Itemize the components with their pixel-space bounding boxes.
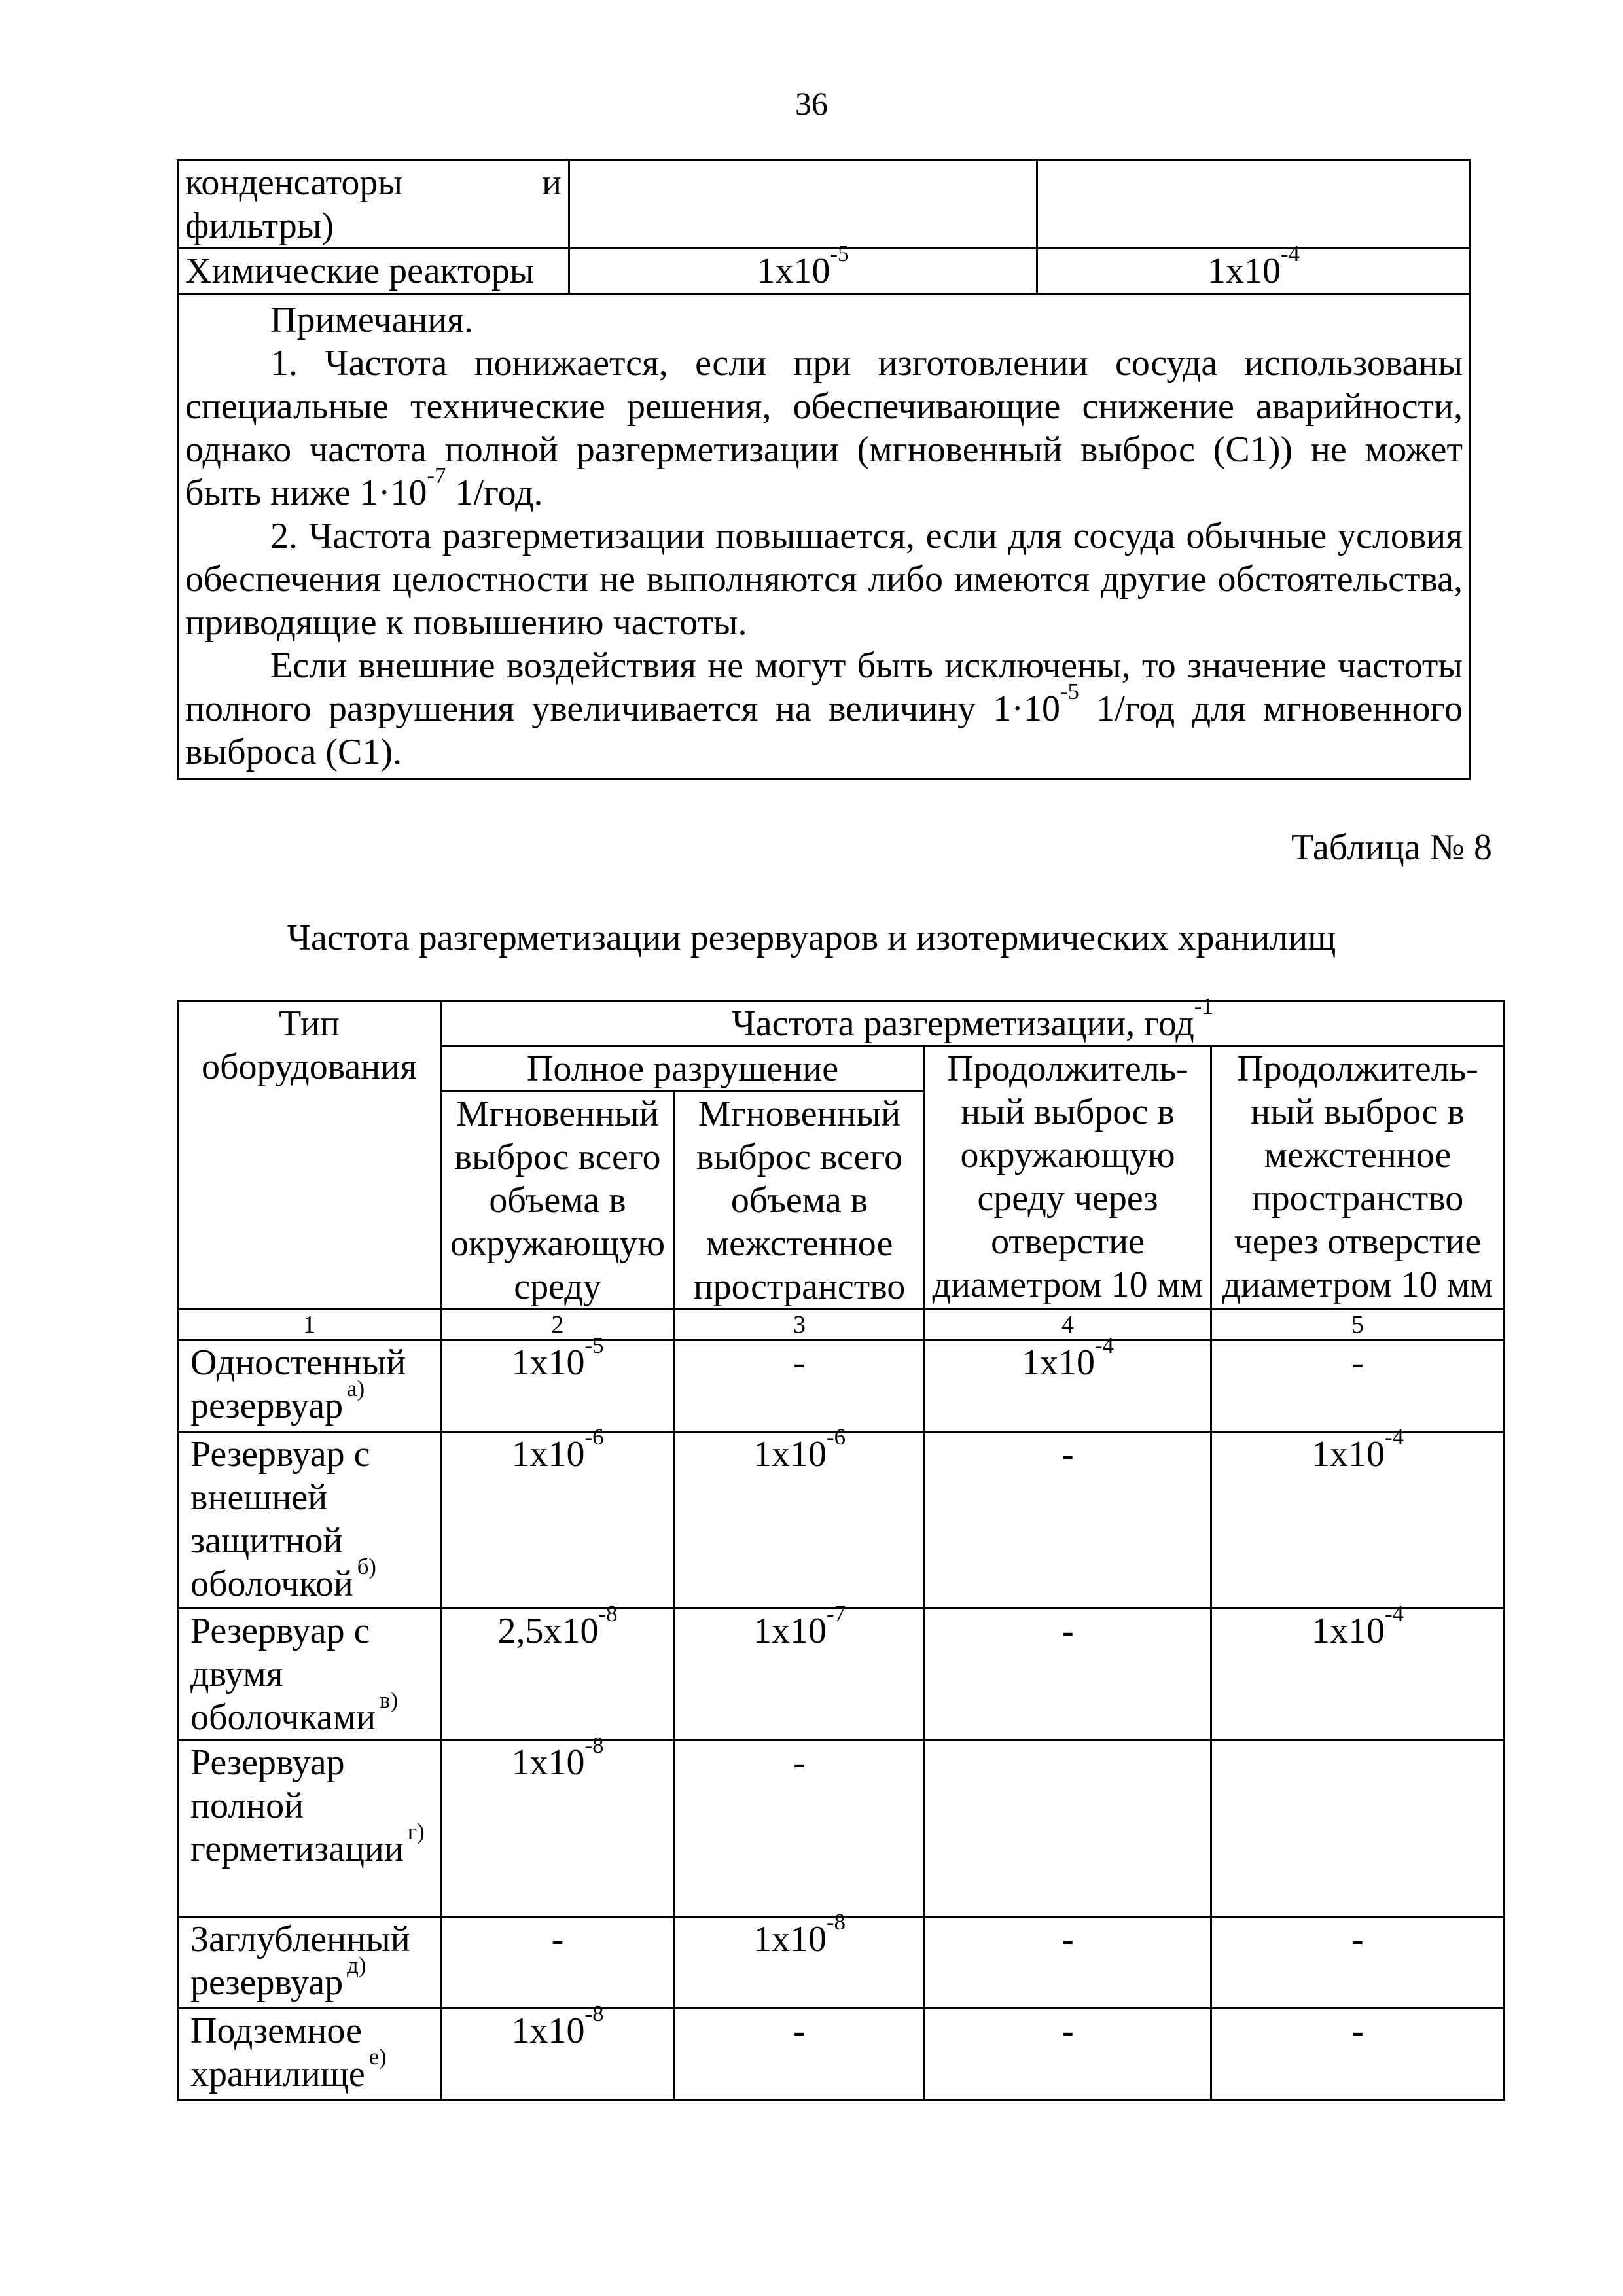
frequency-cell bbox=[1211, 1601, 1505, 1740]
frequency-cell bbox=[1211, 1917, 1505, 2009]
footnote-mark: г) bbox=[407, 1819, 425, 1845]
frequency-cell bbox=[1211, 1424, 1505, 1609]
equipment-type-cell bbox=[178, 1609, 441, 1740]
frequency-value: - bbox=[1061, 1611, 1074, 1651]
header-col4-cell: Продолжитель-ный выброс в окружающую среду через отверстие диаметром 10 мм bbox=[925, 1047, 1211, 1310]
frequency-cell bbox=[675, 1909, 925, 2009]
frequency-value: 1x10 bbox=[1022, 1342, 1096, 1383]
frequency-cell bbox=[675, 1424, 925, 1609]
table-row bbox=[178, 160, 1471, 249]
frequency-value: - bbox=[1351, 1919, 1364, 1960]
header-type-cell: Тип оборудования bbox=[178, 1001, 441, 1310]
frequency-exponent: -6 bbox=[827, 1424, 846, 1450]
frequency-cell bbox=[925, 1609, 1211, 1740]
header-col3-cell: Мгновенный выброс всего объема в межстенное пространство bbox=[675, 1092, 925, 1310]
frequency-value: - bbox=[1061, 1434, 1074, 1475]
equipment-type-name: Резервуар с двумя оболочками bbox=[190, 1611, 376, 1738]
frequency-value: - bbox=[551, 1919, 564, 1960]
note-exponent: -7 bbox=[427, 463, 446, 489]
frequency-exponent: -8 bbox=[598, 1601, 618, 1627]
table-row bbox=[178, 1917, 1505, 2009]
frequency-value: - bbox=[1351, 2011, 1364, 2051]
frequency-exponent: -5 bbox=[830, 241, 849, 267]
frequency-cell bbox=[675, 1740, 925, 1917]
table-row bbox=[178, 249, 1471, 294]
frequency-exponent: -4 bbox=[1385, 1601, 1404, 1627]
header-col2-cell: Мгновенный выброс всего объема в окружающую среду bbox=[441, 1092, 675, 1310]
header-col5-cell: Продолжитель-ный выброс в межстенное пространство через отверстие диаметром 10 мм bbox=[1211, 1047, 1505, 1310]
footnote-mark: д) bbox=[347, 1952, 366, 1979]
tank-frequency-table bbox=[177, 994, 1505, 2101]
table-row bbox=[178, 1432, 1505, 1609]
frequency-value: - bbox=[1351, 1342, 1364, 1383]
table-title: Частота разгерметизации резервуаров и изотермических хранилищ bbox=[287, 918, 1336, 958]
note-1 bbox=[185, 342, 1463, 514]
frequency-exponent: -6 bbox=[584, 1424, 604, 1450]
column-number: 4 bbox=[925, 1310, 1211, 1340]
equipment-type-cell bbox=[178, 1432, 441, 1609]
frequency-cell bbox=[441, 1917, 675, 2009]
frequency-cell bbox=[569, 241, 1037, 294]
frequency-exponent: -5 bbox=[584, 1333, 604, 1359]
frequency-cell bbox=[1211, 1740, 1505, 1917]
header-frequency-exponent: -1 bbox=[1194, 994, 1213, 1020]
frequency-value: - bbox=[793, 1742, 806, 1783]
frequency-cell bbox=[441, 1732, 675, 1917]
page-number: 36 bbox=[795, 85, 828, 122]
frequency-cell bbox=[1037, 160, 1471, 249]
equipment-name-part: и bbox=[542, 162, 562, 203]
frequency-exponent: -7 bbox=[827, 1601, 846, 1627]
frequency-cell bbox=[1211, 1340, 1505, 1432]
equipment-name-part: конденсаторы bbox=[185, 162, 402, 203]
frequency-cell bbox=[441, 1424, 675, 1609]
frequency-exponent: -8 bbox=[827, 1909, 846, 1935]
frequency-cell bbox=[675, 1340, 925, 1432]
frequency-exponent: -4 bbox=[1095, 1333, 1114, 1359]
frequency-exponent: -8 bbox=[584, 1732, 604, 1759]
column-number: 2 bbox=[441, 1310, 675, 1340]
frequency-cell bbox=[925, 2009, 1211, 2100]
notes-cell bbox=[178, 294, 1471, 779]
frequency-exponent: -4 bbox=[1385, 1424, 1404, 1450]
equipment-type-name: Одностенный резервуар bbox=[190, 1342, 406, 1426]
frequency-cell bbox=[925, 1432, 1211, 1609]
table-header-row bbox=[178, 1001, 1505, 1047]
frequency-value: 1x10 bbox=[753, 1434, 827, 1475]
column-number: 1 bbox=[178, 1310, 441, 1340]
frequency-value: 1x10 bbox=[753, 1611, 827, 1651]
note-text: 1/год. bbox=[446, 473, 543, 513]
equipment-type-cell bbox=[178, 1740, 441, 1917]
frequency-value: 1x10 bbox=[511, 2011, 585, 2051]
frequency-value: 2,5x10 bbox=[497, 1611, 599, 1651]
equipment-type-cell bbox=[178, 1340, 441, 1432]
frequency-cell bbox=[675, 2009, 925, 2100]
frequency-cell bbox=[925, 1333, 1211, 1432]
footnote-mark: е) bbox=[368, 2044, 387, 2070]
footnote-mark: а) bbox=[347, 1376, 365, 1402]
header-frequency-cell bbox=[441, 994, 1505, 1047]
equipment-type-cell bbox=[178, 2009, 441, 2100]
frequency-value: 1x10 bbox=[1311, 1434, 1385, 1475]
table-row bbox=[178, 1740, 1505, 1917]
frequency-value: 1x10 bbox=[757, 251, 830, 291]
table-number-label: Таблица № 8 bbox=[1291, 827, 1492, 868]
footnote-mark: б) bbox=[357, 1554, 376, 1580]
frequency-value: - bbox=[1061, 1919, 1074, 1960]
note-text: Если внешние воздействия не могут быть исключены, то значение частоты полного разрушения увеличивается на величину 1·10 bbox=[185, 645, 1463, 729]
equipment-type-name: Подземное хранилище bbox=[190, 2011, 365, 2094]
header-frequency-text: Частота разгерметизации, год bbox=[732, 1003, 1194, 1044]
note-text: 1. Частота понижается, если при изготовлении сосуда использованы специальные технические решения, обеспечивающие снижение аварийности, однако частота полной разгерметизации (мгновенный выброс (С1)) не может быть ниже 1·10 bbox=[185, 343, 1463, 513]
table-row bbox=[178, 1609, 1505, 1740]
frequency-value: 1x10 bbox=[1207, 251, 1281, 291]
frequency-cell bbox=[441, 1333, 675, 1432]
frequency-cell bbox=[1037, 241, 1471, 294]
note-text: 1/год для мгновенного выброса (С1). bbox=[185, 689, 1463, 772]
column-number: 5 bbox=[1211, 1310, 1505, 1340]
table-row bbox=[178, 1340, 1505, 1432]
frequency-cell bbox=[569, 160, 1037, 249]
header-full-destruction-cell: Полное разрушение bbox=[441, 1047, 925, 1092]
frequency-cell bbox=[925, 1740, 1211, 1917]
column-number: 3 bbox=[675, 1310, 925, 1340]
frequency-exponent: -4 bbox=[1281, 241, 1300, 267]
equipment-type-name: Заглубленный резервуар bbox=[190, 1919, 410, 2003]
note-2: 2. Частота разгерметизации повышается, если для сосуда обычные условия обеспечения целостности не выполняются либо имеются другие обстоятельства, приводящие к повышению частоты. bbox=[185, 516, 1463, 643]
equipment-name-cell bbox=[178, 160, 569, 249]
equipment-type-name: Резервуар полной герметизации bbox=[190, 1742, 404, 1869]
frequency-exponent: -8 bbox=[584, 2001, 604, 2027]
frequency-value: 1x10 bbox=[511, 1742, 585, 1783]
notes-row bbox=[178, 294, 1471, 779]
frequency-value: 1x10 bbox=[511, 1434, 585, 1475]
frequency-value: 1x10 bbox=[1311, 1611, 1385, 1651]
frequency-cell bbox=[441, 2001, 675, 2100]
frequency-cell bbox=[1211, 2009, 1505, 2100]
frequency-cell bbox=[441, 1601, 675, 1740]
note-exponent: -5 bbox=[1060, 679, 1079, 705]
frequency-value: - bbox=[793, 2011, 806, 2051]
frequency-cell bbox=[925, 1917, 1211, 2009]
column-number-row bbox=[178, 1310, 1505, 1340]
equipment-name-cell: Химические реакторы bbox=[178, 249, 569, 294]
frequency-cell bbox=[675, 1601, 925, 1740]
equipment-type-cell bbox=[178, 1917, 441, 2009]
notes-title: Примечания. bbox=[270, 300, 474, 340]
note-3 bbox=[185, 644, 1463, 774]
table-row bbox=[178, 2009, 1505, 2100]
equipment-type-name: Резервуар с внешней защитной оболочкой bbox=[190, 1434, 370, 1604]
frequency-value: - bbox=[1061, 2011, 1074, 2051]
frequency-value: - bbox=[793, 1342, 806, 1383]
footnote-mark: в) bbox=[380, 1687, 399, 1713]
frequency-value: 1x10 bbox=[511, 1342, 585, 1383]
equipment-frequency-table-continued bbox=[177, 159, 1471, 780]
frequency-value: 1x10 bbox=[753, 1919, 827, 1960]
equipment-name-part: фильтры) bbox=[185, 206, 334, 246]
